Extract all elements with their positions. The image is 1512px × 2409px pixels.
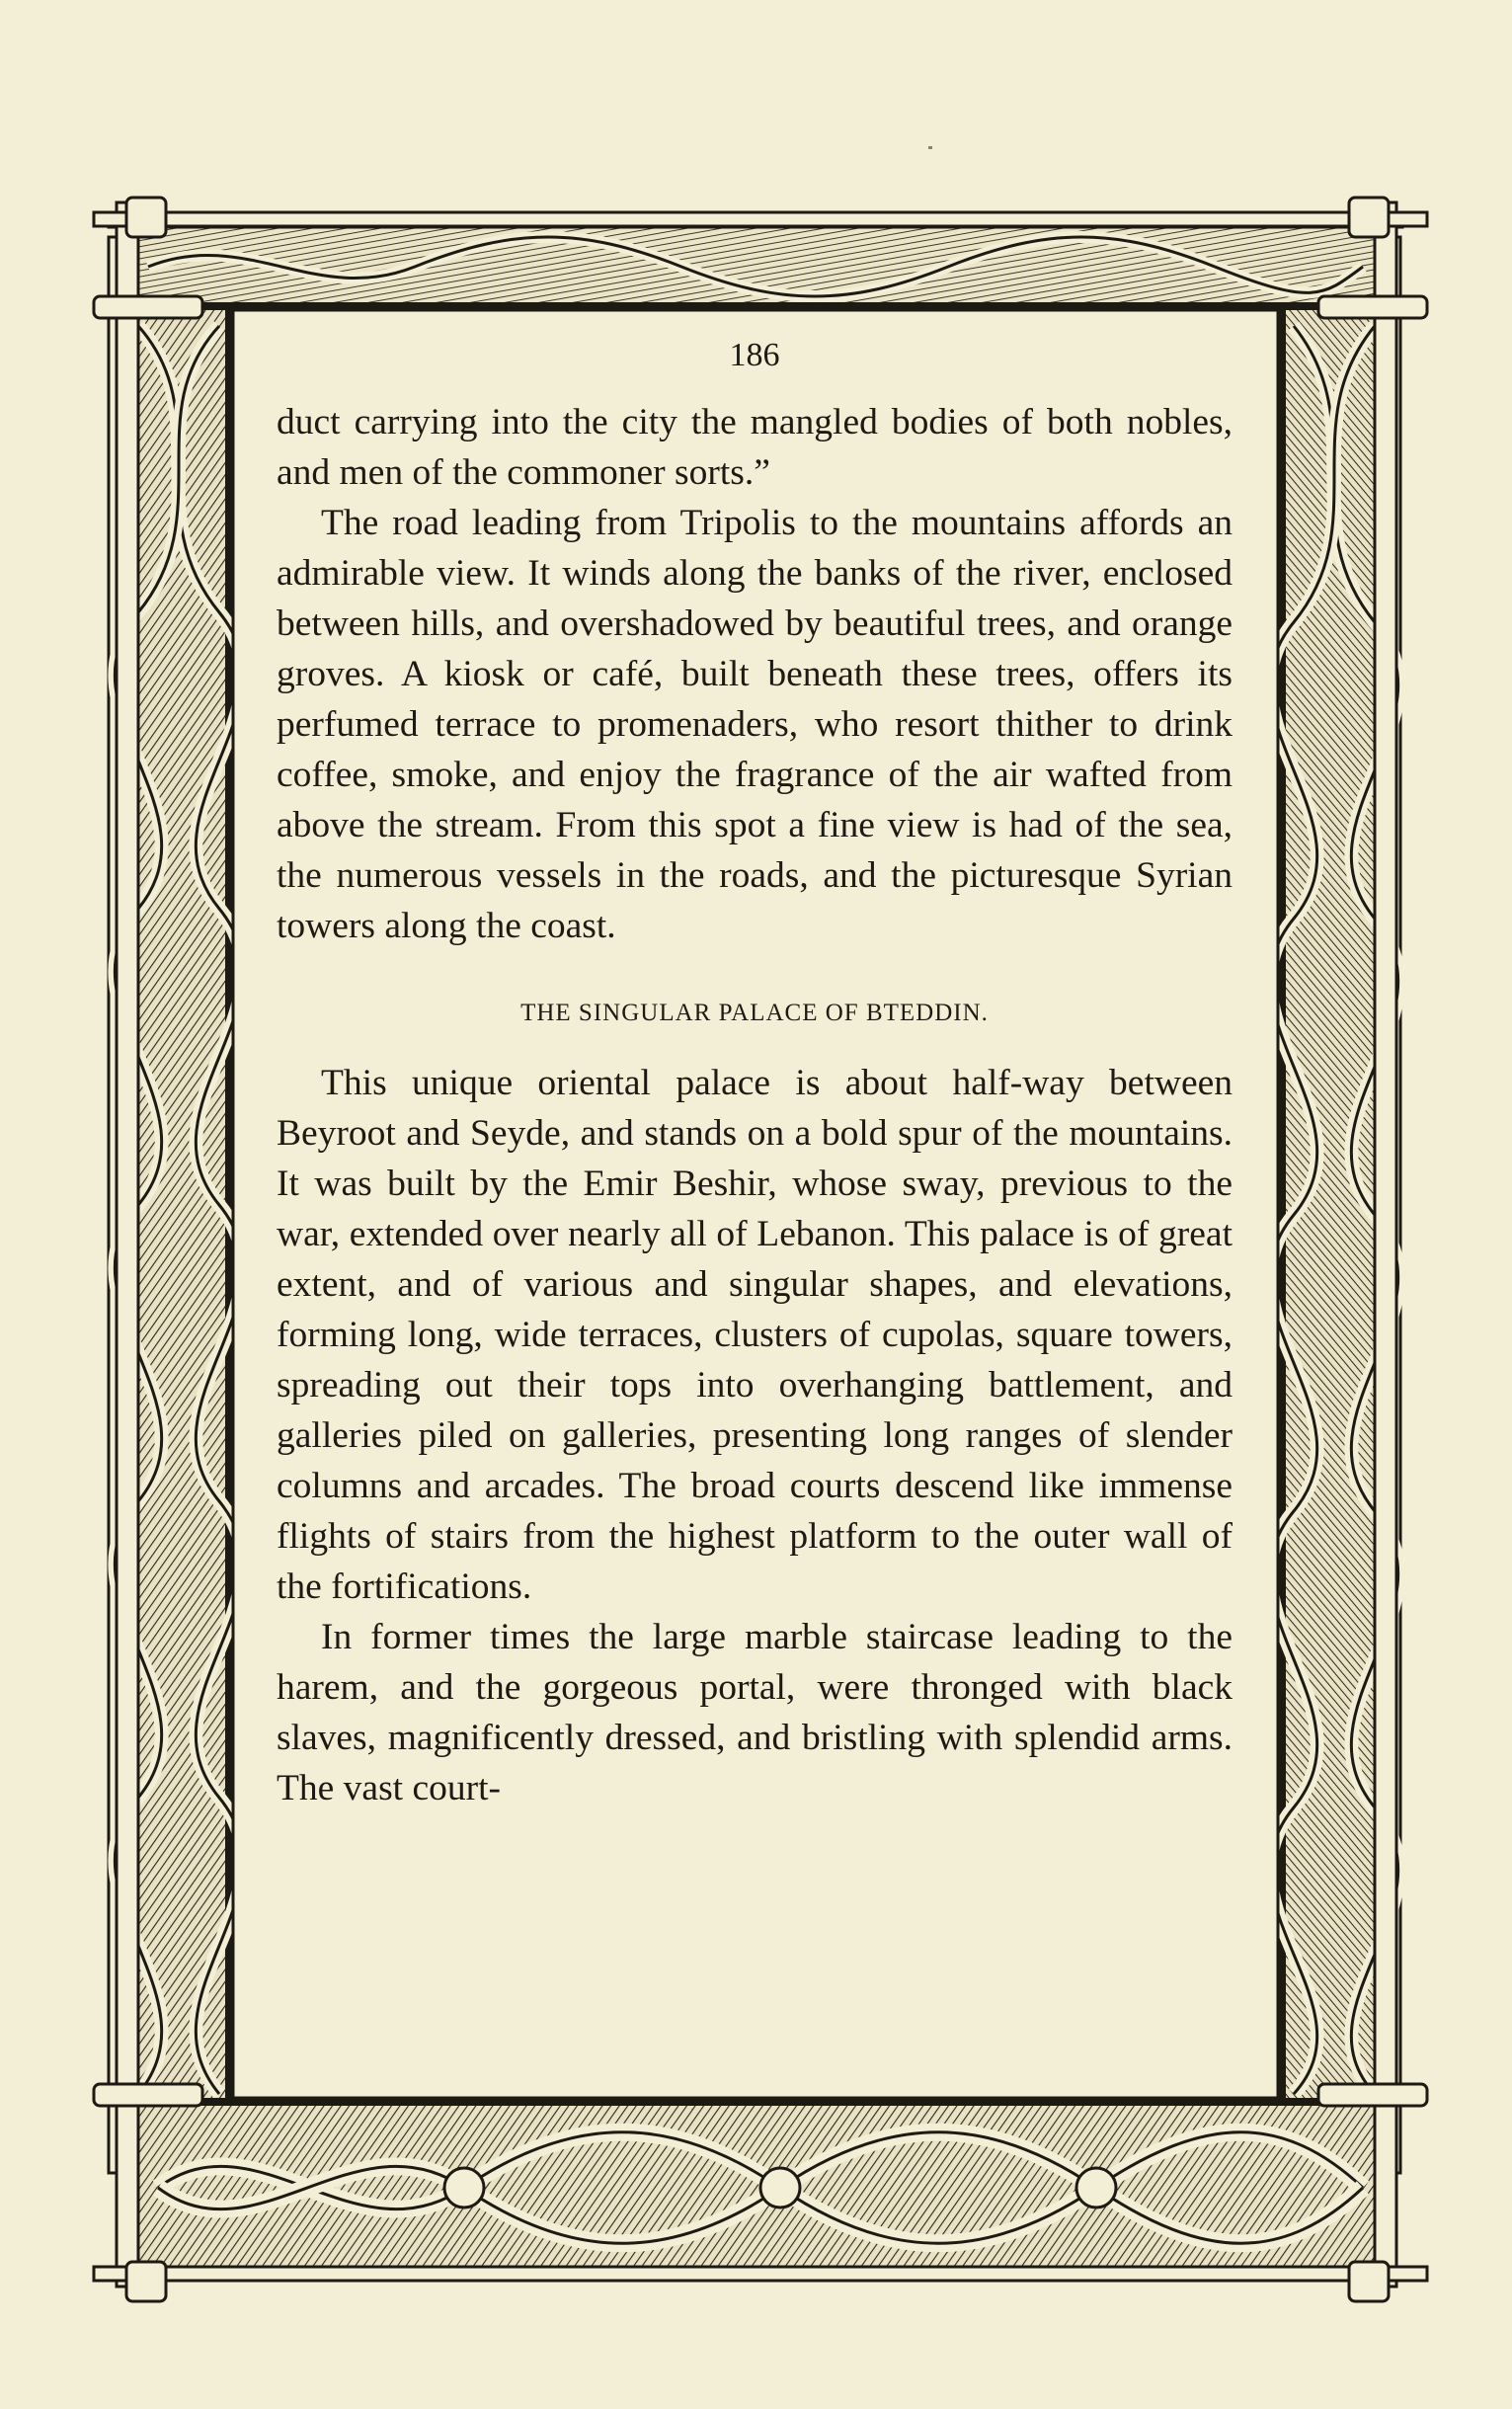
paragraph-continued: duct carrying into the city the mangled bodies of both nobles, and men of the commoner sorts.”	[277, 402, 1233, 493]
text-column	[277, 336, 1233, 2054]
paragraph-tripolis-road: The road leading from Tripolis to the mountains affords an admirable view. It winds along the banks of the river, enclosed between hills, and overshadowed by beautiful trees, and orange groves. A kiosk or café, built beneath these trees, offers its perfumed terrace to promenaders, who resort thither to drink coffee, smoke, and enjoy the fragrance of the air wafted from above the stream. From this spot a fine view is had of the sea, the numerous vessels in the roads, and the picturesque Syrian towers along the coast.	[277, 503, 1233, 946]
section-heading: THE SINGULAR PALACE OF BTEDDIN.	[520, 1000, 989, 1026]
paragraph-former-times: In former times the large marble staircase leading to the harem, and the gorgeous portal, were thronged with black slaves, magnificently dressed, and bristling with splendid arms. The vast court-	[277, 1617, 1233, 1808]
top-border-band	[109, 217, 1402, 310]
paragraph-palace-description: This unique oriental palace is about half-way between Beyroot and Seyde, and stands on a bold spur of the mountains. It was built by the Emir Beshir, whose sway, previous to the war, extended over nearly all of Lebanon. This palace is of great extent, and of various and singular shapes, and elevations, forming long, wide terraces, clusters of cupolas, square towers, spreading out their tops into overhanging battlement, and galleries piled on galleries, presenting long ranges of slender columns and arcades. The broad courts descend like immense flights of stairs from the highest platform to the outer wall of the fortifications.	[277, 1063, 1233, 1607]
page-number: 186	[729, 337, 780, 373]
bottom-border-band	[109, 2098, 1402, 2280]
